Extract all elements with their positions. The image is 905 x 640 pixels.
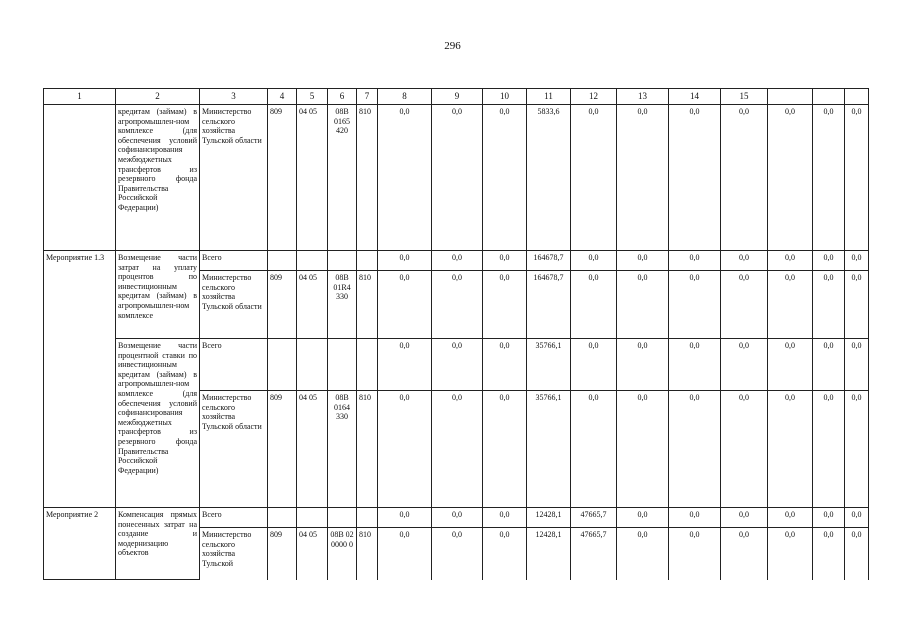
code-grbs-cell <box>268 251 297 271</box>
value-cell: 0,0 <box>483 528 527 580</box>
value-cell: 0,0 <box>571 391 617 508</box>
value-cell: 0,0 <box>845 339 869 391</box>
value-cell: 0,0 <box>571 251 617 271</box>
value-cell: 0,0 <box>721 271 768 339</box>
table-row <box>44 508 869 528</box>
executor-cell: Министерство сельского хозяйства Тульской области <box>200 105 268 251</box>
value-cell: 0,0 <box>378 508 432 528</box>
value-cell: 0,0 <box>721 105 768 251</box>
value-cell: 0,0 <box>813 528 845 580</box>
value-cell: 0,0 <box>669 339 721 391</box>
code-rzpr-cell <box>297 251 328 271</box>
value-cell: 0,0 <box>617 508 669 528</box>
value-cell: 0,0 <box>669 508 721 528</box>
value-cell: 0,0 <box>483 251 527 271</box>
value-cell: 0,0 <box>571 105 617 251</box>
value-cell: 0,0 <box>813 508 845 528</box>
code-rzpr-cell: 04 05 <box>297 391 328 508</box>
value-cell: 0,0 <box>721 251 768 271</box>
value-cell: 0,0 <box>813 271 845 339</box>
table-row <box>44 339 869 391</box>
value-cell: 0,0 <box>669 271 721 339</box>
value-cell: 0,0 <box>768 508 813 528</box>
code-rzpr-cell: 04 05 <box>297 105 328 251</box>
value-cell: 0,0 <box>845 508 869 528</box>
code-vr-cell <box>357 251 378 271</box>
value-cell: 0,0 <box>378 271 432 339</box>
value-cell: 0,0 <box>617 105 669 251</box>
value-cell: 0,0 <box>483 105 527 251</box>
value-cell: 0,0 <box>617 528 669 580</box>
value-cell: 0,0 <box>432 339 483 391</box>
value-cell: 0,0 <box>768 251 813 271</box>
code-csr-cell <box>328 339 357 391</box>
value-cell: 0,0 <box>768 105 813 251</box>
value-cell: 0,0 <box>768 528 813 580</box>
code-rzpr-cell <box>297 339 328 391</box>
code-vr-cell: 810 <box>357 528 378 580</box>
value-cell: 0,0 <box>845 251 869 271</box>
header-cell: 14 <box>669 89 721 105</box>
value-cell: 0,0 <box>432 528 483 580</box>
value-cell: 0,0 <box>721 508 768 528</box>
value-cell: 0,0 <box>813 105 845 251</box>
header-cell: 15 <box>721 89 768 105</box>
header-cell: 1 <box>44 89 116 105</box>
value-cell: 0,0 <box>378 528 432 580</box>
value-cell: 0,0 <box>768 339 813 391</box>
value-cell: 0,0 <box>669 251 721 271</box>
executor-cell: Всего <box>200 251 268 271</box>
value-cell: 0,0 <box>721 391 768 508</box>
measure-cell: Мероприятие 1.3 <box>44 251 116 508</box>
code-vr-cell: 810 <box>357 105 378 251</box>
header-cell: 9 <box>432 89 483 105</box>
value-cell: 47665,7 <box>571 528 617 580</box>
code-rzpr-cell <box>297 508 328 528</box>
value-cell: 47665,7 <box>571 508 617 528</box>
value-cell: 0,0 <box>813 391 845 508</box>
budget-table-container <box>43 88 869 580</box>
table-row <box>44 105 869 251</box>
description-cell: Возмещение части затрат на уплату процентов по инвестиционным кредитам (займам) в агропромышлен-ном комплексе <box>116 251 200 339</box>
value-cell: 0,0 <box>378 251 432 271</box>
value-cell: 0,0 <box>617 391 669 508</box>
code-vr-cell <box>357 508 378 528</box>
description-cell: Возмещение части процентной ставки по инвестиционным кредитам (займам) в агропромышлен-ном комплексе (для обеспечения условий софинансирования межбюджетных трансфертов из резервного фонда Правительства Российской Федерации) <box>116 339 200 508</box>
value-cell: 0,0 <box>845 528 869 580</box>
value-cell: 0,0 <box>845 271 869 339</box>
code-csr-cell: 08В 0165 420 <box>328 105 357 251</box>
value-cell: 0,0 <box>845 105 869 251</box>
value-cell: 0,0 <box>483 339 527 391</box>
measure-cell <box>44 105 116 251</box>
page-number: 296 <box>444 40 461 52</box>
code-rzpr-cell: 04 05 <box>297 271 328 339</box>
value-cell: 0,0 <box>378 105 432 251</box>
value-cell: 0,0 <box>845 391 869 508</box>
description-cell: кредитам (займам) в агропромышлен-ном комплексе (для обеспечения условий софинансирования межбюджетных трансфертов из резервного фонда Правительства Российской Федерации) <box>116 105 200 251</box>
header-row <box>44 89 869 105</box>
code-grbs-cell: 809 <box>268 271 297 339</box>
value-cell: 0,0 <box>483 508 527 528</box>
value-cell: 35766,1 <box>527 391 571 508</box>
value-cell: 0,0 <box>768 271 813 339</box>
value-cell: 0,0 <box>432 391 483 508</box>
value-cell: 0,0 <box>813 339 845 391</box>
value-cell: 0,0 <box>813 251 845 271</box>
header-cell: 6 <box>328 89 357 105</box>
executor-cell: Министерство сельского хозяйства Тульской <box>200 528 268 580</box>
header-cell: 3 <box>200 89 268 105</box>
value-cell: 0,0 <box>432 251 483 271</box>
value-cell: 164678,7 <box>527 271 571 339</box>
value-cell: 0,0 <box>571 339 617 391</box>
code-csr-cell: 08В 02 0000 0 <box>328 528 357 580</box>
executor-cell: Всего <box>200 339 268 391</box>
budget-table <box>43 88 869 580</box>
header-cell: 7 <box>357 89 378 105</box>
value-cell: 0,0 <box>483 391 527 508</box>
value-cell: 0,0 <box>669 105 721 251</box>
value-cell: 164678,7 <box>527 251 571 271</box>
value-cell: 0,0 <box>721 339 768 391</box>
code-grbs-cell: 809 <box>268 391 297 508</box>
description-cell: Компенсация прямых понесенных затрат на создание и модернизацию объектов <box>116 508 200 580</box>
value-cell: 0,0 <box>378 339 432 391</box>
measure-cell: Мероприятие 2 <box>44 508 116 580</box>
header-cell: 2 <box>116 89 200 105</box>
code-csr-cell: 08В 0164 330 <box>328 391 357 508</box>
table-row <box>44 251 869 271</box>
value-cell: 0,0 <box>669 391 721 508</box>
header-cell <box>768 89 813 105</box>
code-vr-cell <box>357 339 378 391</box>
code-vr-cell: 810 <box>357 271 378 339</box>
code-csr-cell <box>328 251 357 271</box>
code-rzpr-cell: 04 05 <box>297 528 328 580</box>
value-cell: 5833,6 <box>527 105 571 251</box>
header-cell: 13 <box>617 89 669 105</box>
code-grbs-cell: 809 <box>268 528 297 580</box>
value-cell: 0,0 <box>432 508 483 528</box>
code-grbs-cell: 809 <box>268 105 297 251</box>
value-cell: 0,0 <box>617 271 669 339</box>
value-cell: 0,0 <box>768 391 813 508</box>
value-cell: 0,0 <box>483 271 527 339</box>
executor-cell: Всего <box>200 508 268 528</box>
header-cell <box>845 89 869 105</box>
value-cell: 35766,1 <box>527 339 571 391</box>
value-cell: 0,0 <box>571 271 617 339</box>
header-cell: 5 <box>297 89 328 105</box>
header-cell <box>813 89 845 105</box>
value-cell: 0,0 <box>617 251 669 271</box>
value-cell: 0,0 <box>669 528 721 580</box>
header-cell: 12 <box>571 89 617 105</box>
code-csr-cell <box>328 508 357 528</box>
code-grbs-cell <box>268 339 297 391</box>
header-cell: 4 <box>268 89 297 105</box>
value-cell: 12428,1 <box>527 508 571 528</box>
executor-cell: Министерство сельского хозяйства Тульской области <box>200 271 268 339</box>
code-grbs-cell <box>268 508 297 528</box>
header-cell: 8 <box>378 89 432 105</box>
value-cell: 0,0 <box>432 105 483 251</box>
header-cell: 10 <box>483 89 527 105</box>
value-cell: 0,0 <box>721 528 768 580</box>
value-cell: 0,0 <box>432 271 483 339</box>
executor-cell: Министерство сельского хозяйства Тульской области <box>200 391 268 508</box>
value-cell: 12428,1 <box>527 528 571 580</box>
value-cell: 0,0 <box>378 391 432 508</box>
header-cell: 11 <box>527 89 571 105</box>
code-vr-cell: 810 <box>357 391 378 508</box>
value-cell: 0,0 <box>617 339 669 391</box>
code-csr-cell: 08В 01R4 330 <box>328 271 357 339</box>
